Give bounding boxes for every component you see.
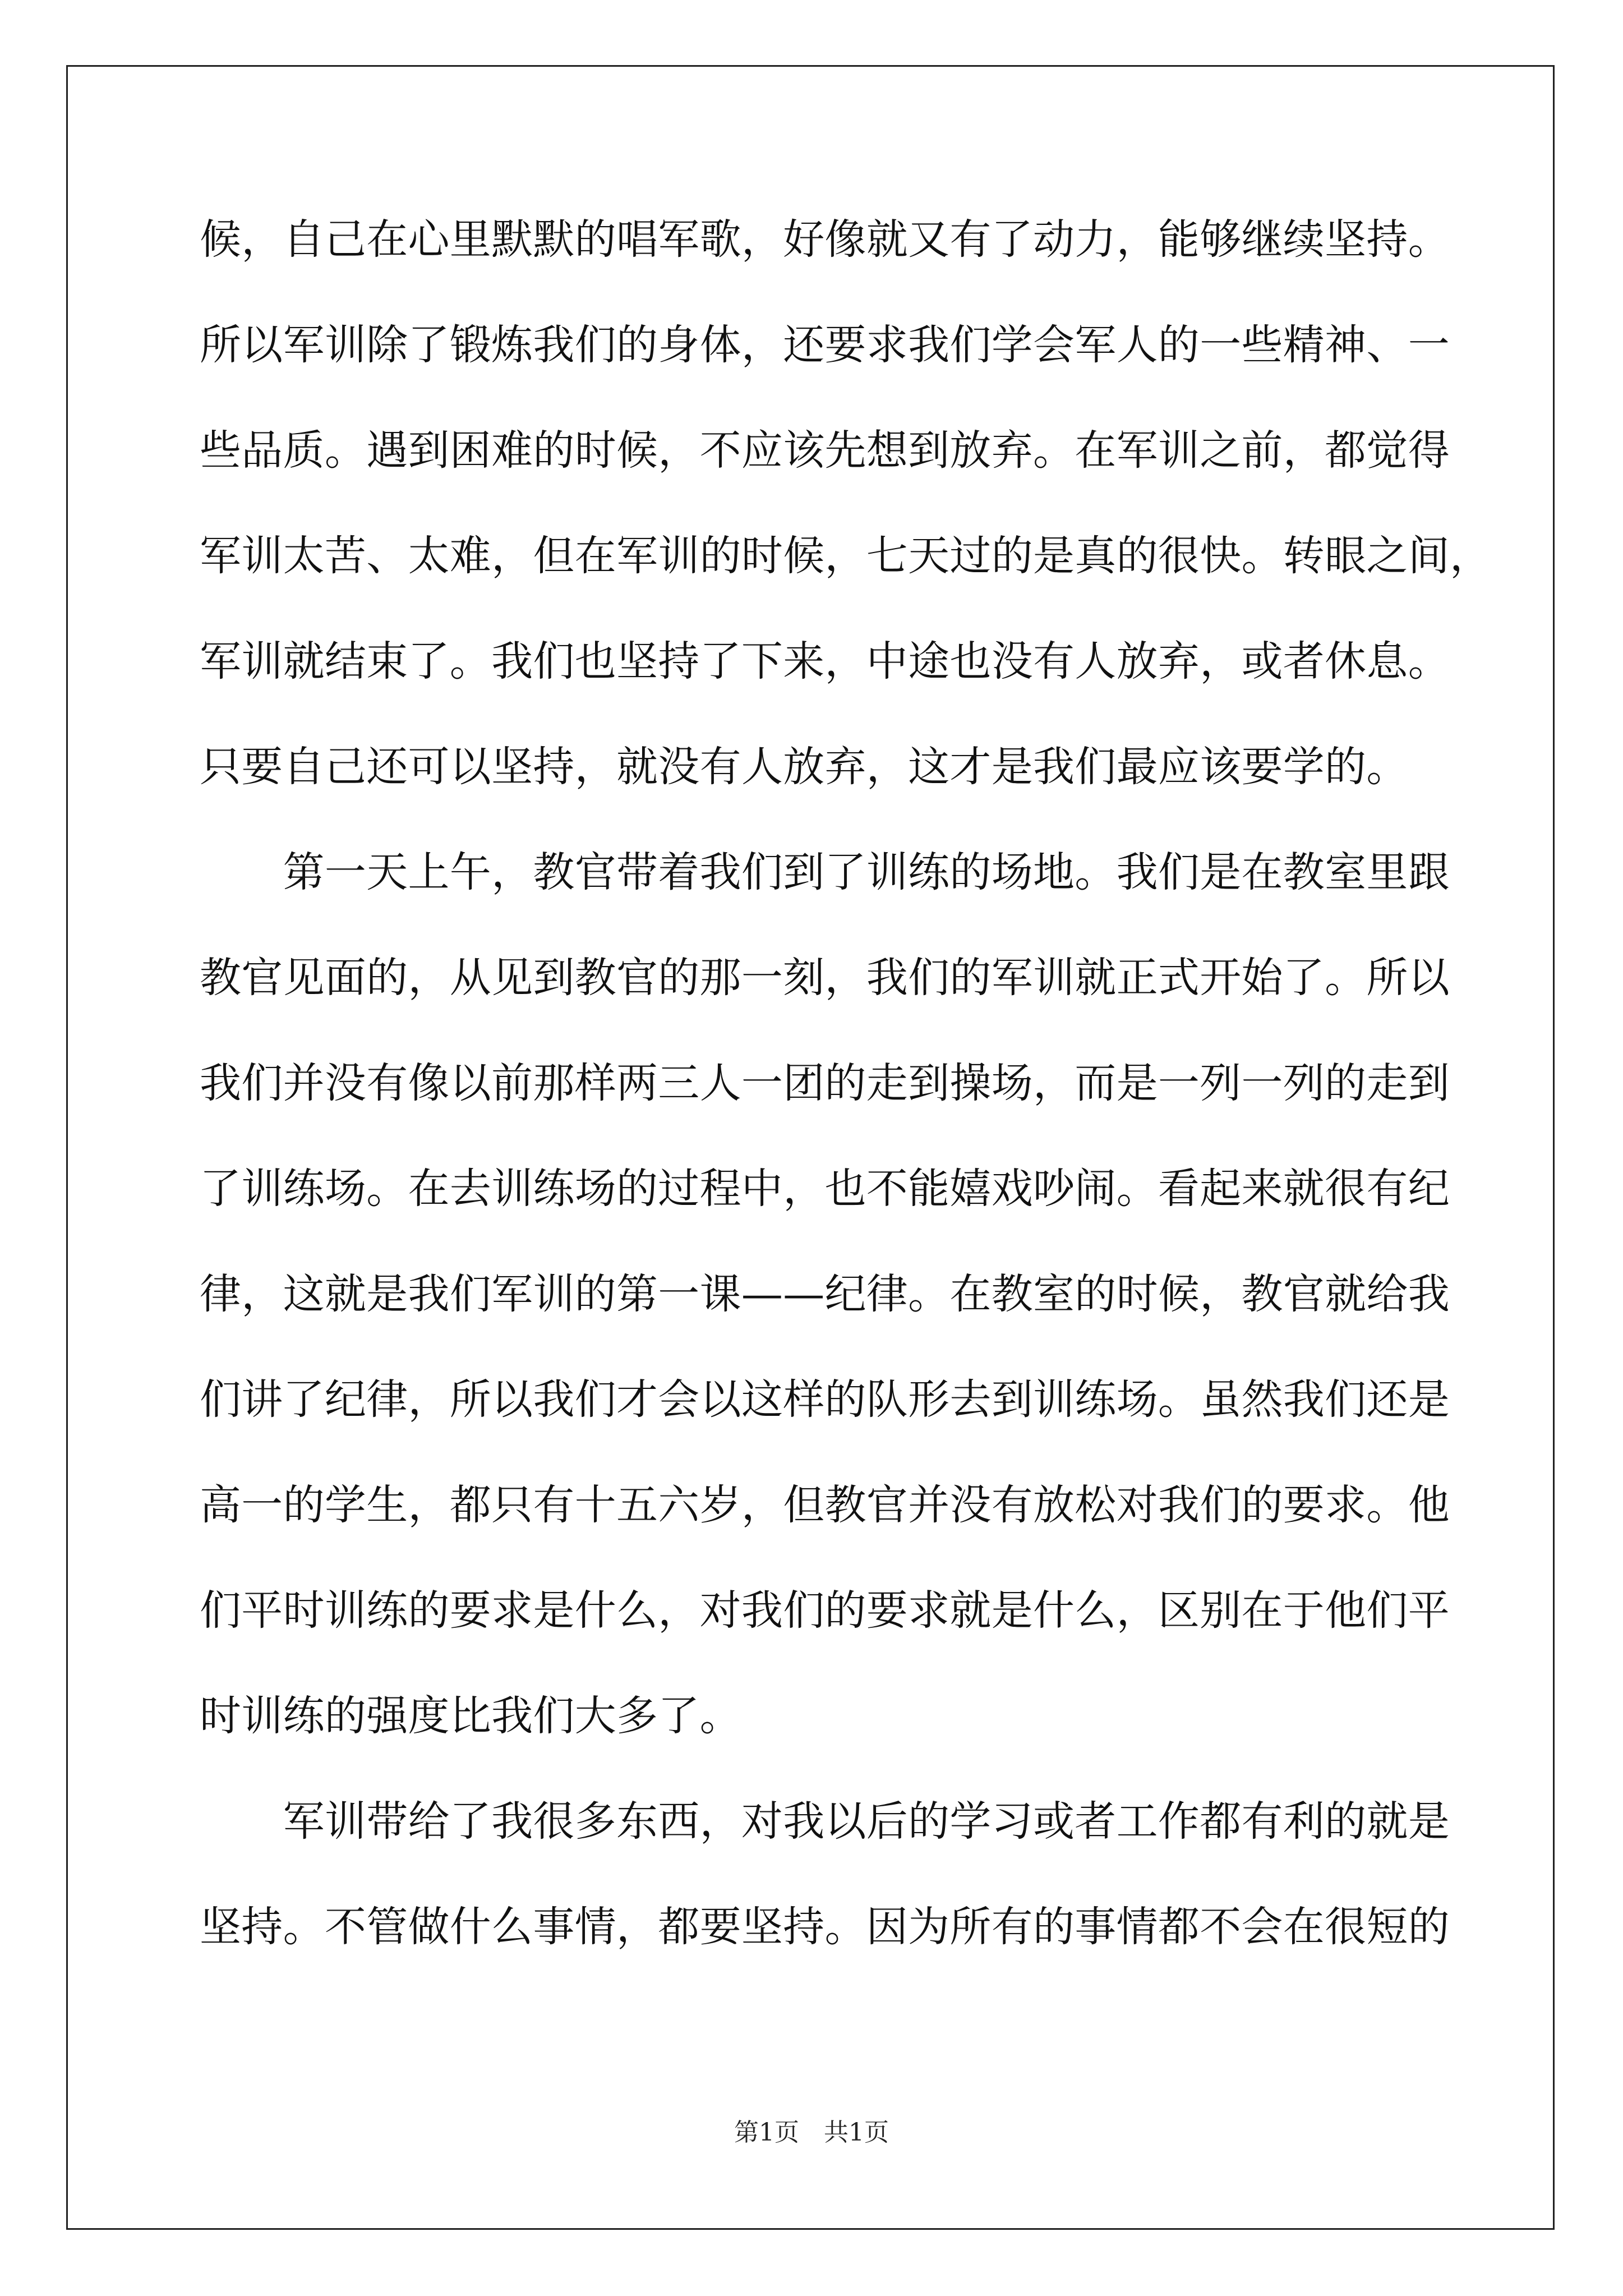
text-line: 律，这就是我们军训的第一课——纪律。在教室的时候，教官就给我 — [200, 1270, 1450, 1318]
page-number-footer: 第1页 共1页 — [734, 2118, 889, 2147]
text-line: 高一的学生，都只有十五六岁，但教官并没有放松对我们的要求。他 — [200, 1481, 1450, 1529]
text-line: 所以军训除了锻炼我们的身体，还要求我们学会军人的一些精神、一 — [200, 321, 1450, 369]
text-line: 只要自己还可以坚持，就没有人放弃，这才是我们最应该要学的。 — [200, 743, 1408, 791]
paragraph-start-line: 军训带给了我很多东西，对我以后的学习或者工作都有利的就是 — [200, 1797, 1450, 1846]
text-line: 我们并没有像以前那样两三人一团的走到操场，而是一列一列的走到 — [200, 1059, 1450, 1107]
text-line: 军训就结束了。我们也坚持了下来，中途也没有人放弃，或者休息。 — [200, 637, 1450, 685]
text-line: 时训练的强度比我们大多了。 — [200, 1692, 741, 1740]
paragraph-start-line: 第一天上午，教官带着我们到了训练的场地。我们是在教室里跟 — [200, 848, 1450, 896]
text-line: 些品质。遇到困难的时候，不应该先想到放弃。在军训之前，都觉得 — [200, 426, 1450, 475]
text-line: 教官见面的，从见到教官的那一刻，我们的军训就正式开始了。所以 — [200, 954, 1450, 1002]
text-line: 候，自己在心里默默的唱军歌，好像就又有了动力，能够继续坚持。 — [200, 215, 1450, 264]
text-line: 们讲了纪律，所以我们才会以这样的队形去到训练场。虽然我们还是 — [200, 1375, 1450, 1424]
text-line: 了训练场。在去训练场的过程中，也不能嬉戏吵闹。看起来就很有纪 — [200, 1165, 1450, 1213]
text-line: 们平时训练的要求是什么，对我们的要求就是什么，区别在于他们平 — [200, 1586, 1450, 1635]
text-line: 军训太苦、太难，但在军训的时候，七天过的是真的很快。转眼之间， — [200, 532, 1492, 580]
text-line: 坚持。不管做什么事情，都要坚持。因为所有的事情都不会在很短的 — [200, 1903, 1450, 1951]
